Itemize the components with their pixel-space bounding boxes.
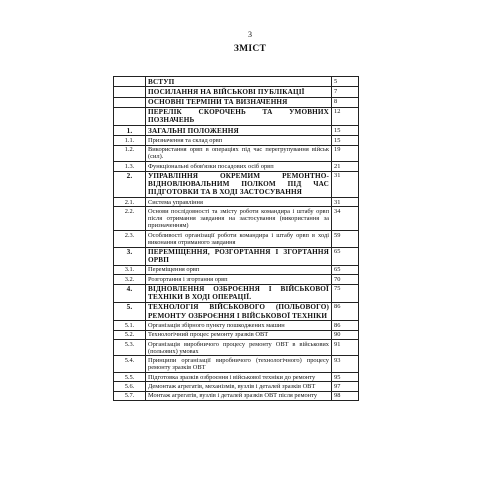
toc-number: 5.4. bbox=[114, 356, 146, 373]
toc-page: 65 bbox=[332, 247, 359, 265]
toc-title: Переміщення орвп bbox=[146, 265, 332, 274]
toc-number: 5.2. bbox=[114, 330, 146, 339]
toc-row bbox=[114, 136, 359, 145]
toc-title: Функціональні обов'язки посадових осіб орвп bbox=[146, 162, 332, 171]
toc-title: ПОСИЛАННЯ НА ВІЙСЬКОВІ ПУБЛІКАЦІЇ bbox=[146, 87, 332, 97]
toc-number: 3. bbox=[114, 247, 146, 265]
toc-row bbox=[114, 356, 359, 373]
toc-title: ПЕРЕЛІК СКОРОЧЕНЬ ТА УМОВНИХ ПОЗНАЧЕНЬ bbox=[146, 107, 332, 125]
toc-page: 90 bbox=[332, 330, 359, 339]
toc-page: 15 bbox=[332, 136, 359, 145]
toc-row bbox=[114, 275, 359, 284]
toc-number: 1.2. bbox=[114, 145, 146, 162]
toc-row bbox=[114, 391, 359, 400]
toc-number bbox=[114, 97, 146, 107]
toc-title: Система управління bbox=[146, 197, 332, 206]
toc-title: ВІДНОВЛЕННЯ ОЗБРОЄННЯ І ВІЙСЬКОВОЇ ТЕХНІКИ В ХОДІ ОПЕРАЦІЇ. bbox=[146, 284, 332, 302]
toc-page: 12 bbox=[332, 107, 359, 125]
toc-page: 86 bbox=[332, 321, 359, 330]
toc-number: 5.7. bbox=[114, 391, 146, 400]
toc-number: 2.2. bbox=[114, 207, 146, 231]
toc-number: 2. bbox=[114, 171, 146, 197]
toc-page: 97 bbox=[332, 382, 359, 391]
toc-number bbox=[114, 107, 146, 125]
toc-page: 91 bbox=[332, 339, 359, 356]
toc-page: 93 bbox=[332, 356, 359, 373]
toc-row bbox=[114, 372, 359, 381]
toc-number: 4. bbox=[114, 284, 146, 302]
toc-page: 7 bbox=[332, 87, 359, 97]
toc-row bbox=[114, 302, 359, 320]
toc-number: 1.3. bbox=[114, 162, 146, 171]
toc-row bbox=[114, 284, 359, 302]
toc-table bbox=[113, 76, 359, 401]
toc-row bbox=[114, 207, 359, 231]
toc-title: Підготовка зразків озброєння і військової техніки до ремонту bbox=[146, 372, 332, 381]
toc-page: 31 bbox=[332, 197, 359, 206]
toc-page: 59 bbox=[332, 231, 359, 248]
toc-title: Технологічний процес ремонту зразків ОВТ bbox=[146, 330, 332, 339]
toc-title: ВСТУП bbox=[146, 77, 332, 87]
toc-title: Принципи організації виробничого (технологічного) процесу ремонту зразків ОВТ bbox=[146, 356, 332, 373]
toc-number bbox=[114, 77, 146, 87]
toc-title: Розгортання і згортання орвп bbox=[146, 275, 332, 284]
toc-row bbox=[114, 197, 359, 206]
toc-title: ОСНОВНІ ТЕРМІНИ ТА ВИЗНАЧЕННЯ bbox=[146, 97, 332, 107]
toc-page: 15 bbox=[332, 126, 359, 136]
toc-page: 70 bbox=[332, 275, 359, 284]
toc-row bbox=[114, 87, 359, 97]
toc-row bbox=[114, 145, 359, 162]
toc-title: УПРАВЛІННЯ ОКРЕМИМ РЕМОНТНО-ВІДНОВЛЮВАЛЬНИМ ПОЛКОМ ПІД ЧАС ПІДГОТОВКИ ТА В ХОДІ ЗАСТОСУВАННЯ bbox=[146, 171, 332, 197]
toc-page: 8 bbox=[332, 97, 359, 107]
toc-row bbox=[114, 330, 359, 339]
toc-title: Демонтаж агрегатів, механізмів, вузлів і деталей зразків ОВТ bbox=[146, 382, 332, 391]
toc-heading: ЗМІСТ bbox=[233, 44, 267, 54]
toc-page: 86 bbox=[332, 302, 359, 320]
toc-title: Організація виробничого процесу ремонту ОВТ в військових (польових) умовах bbox=[146, 339, 332, 356]
toc-number: 5.5. bbox=[114, 372, 146, 381]
toc-row bbox=[114, 171, 359, 197]
toc-page: 95 bbox=[332, 372, 359, 381]
toc-row bbox=[114, 382, 359, 391]
toc-title: ЗАГАЛЬНІ ПОЛОЖЕННЯ bbox=[146, 126, 332, 136]
toc-page: 21 bbox=[332, 162, 359, 171]
toc-page: 34 bbox=[332, 207, 359, 231]
toc-page: 75 bbox=[332, 284, 359, 302]
toc-row bbox=[114, 77, 359, 87]
toc-number: 5.3. bbox=[114, 339, 146, 356]
toc-page: 31 bbox=[332, 171, 359, 197]
toc-row bbox=[114, 231, 359, 248]
toc-row bbox=[114, 126, 359, 136]
toc-title: Особливості організації роботи командира і штабу орвп в ході виконання отриманого завдання bbox=[146, 231, 332, 248]
toc-number: 5. bbox=[114, 302, 146, 320]
toc-row bbox=[114, 247, 359, 265]
toc-row bbox=[114, 265, 359, 274]
toc-title: Призначення та склад орвп bbox=[146, 136, 332, 145]
page-number: 3 bbox=[248, 30, 252, 39]
toc-number: 2.1. bbox=[114, 197, 146, 206]
toc-page: 5 bbox=[332, 77, 359, 87]
toc-row bbox=[114, 107, 359, 125]
toc-row bbox=[114, 162, 359, 171]
toc-title: Основи послідовності та змісту роботи командира і штабу орвп після отримання завдання на застосування (використання за призначенням) bbox=[146, 207, 332, 231]
toc-title: Використання орвп в операціях під час перегрупування військ (сил). bbox=[146, 145, 332, 162]
toc-number bbox=[114, 87, 146, 97]
toc-title: ТЕХНОЛОГІЯ ВІЙСЬКОВОГО (ПОЛЬОВОГО) РЕМОНТУ ОЗБРОЄННЯ І ВІЙСЬКОВОЇ ТЕХНІКИ bbox=[146, 302, 332, 320]
toc-number: 1.1. bbox=[114, 136, 146, 145]
toc-title: Монтаж агрегатів, вузлів і деталей зразків ОВТ після ремонту bbox=[146, 391, 332, 400]
toc-number: 5.1. bbox=[114, 321, 146, 330]
toc-number: 3.2. bbox=[114, 275, 146, 284]
toc-number: 5.6. bbox=[114, 382, 146, 391]
toc-title: Організація збірного пункту пошкоджених машин bbox=[146, 321, 332, 330]
toc-number: 1. bbox=[114, 126, 146, 136]
toc-body bbox=[114, 77, 359, 401]
toc-number: 3.1. bbox=[114, 265, 146, 274]
toc-row bbox=[114, 321, 359, 330]
toc-row bbox=[114, 97, 359, 107]
toc-title: ПЕРЕМІЩЕННЯ, РОЗГОРТАННЯ І ЗГОРТАННЯ ОРВП bbox=[146, 247, 332, 265]
toc-page: 19 bbox=[332, 145, 359, 162]
toc-page: 65 bbox=[332, 265, 359, 274]
toc-page: 98 bbox=[332, 391, 359, 400]
toc-row bbox=[114, 339, 359, 356]
toc-number: 2.3. bbox=[114, 231, 146, 248]
